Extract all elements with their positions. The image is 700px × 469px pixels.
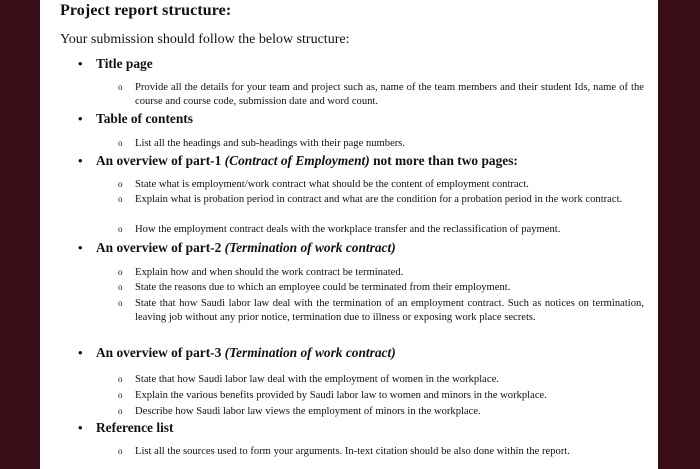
circle-bullet-icon: o [118,224,123,234]
list-item: o State that how Saudi labor law deal with the employment of women in the workplace. [118,374,499,385]
bullet-icon: • [78,153,83,168]
list-item: o Explain the various benefits provided by Saudi labor law to women and minors in the workplace. [118,390,547,401]
section-title-page: • Title page [78,56,153,71]
bullet-icon: • [78,111,83,126]
section-part-2: • An overview of part-2 (Termination of work contract) [78,240,396,255]
bullet-icon: • [78,56,83,71]
circle-bullet-icon: o [118,298,123,308]
circle-bullet-icon: o [118,282,123,292]
list-item: o Provide all the details for your team and project such as, name of the team members and their student Ids, name of the course and course code, submission date and word count. [118,82,644,107]
section-reference-list: • Reference list [78,420,174,435]
bullet-icon: • [78,420,83,435]
list-item: o Describe how Saudi labor law views the employment of minors in the workplace. [118,406,481,417]
list-item: o State that how Saudi labor law deal with the termination of an employment contract. Such as notices on termination, leaving job without any prior notice, termination due to illness or exposing work place secrets. [118,298,644,323]
intro-text: Your submission should follow the below structure: [60,32,350,47]
list-item: o Explain what is probation period in contract and what are the condition for a probation period in the work contract. [118,194,623,205]
circle-bullet-icon: o [118,138,123,148]
section-part-1: • An overview of part-1 (Contract of Employment) not more than two pages: [78,153,518,168]
list-item: o State the reasons due to which an employee could be terminated from their employment. [118,282,511,293]
bullet-icon: • [78,240,83,255]
list-item: o How the employment contract deals with the workplace transfer and the reclassification of payment. [118,224,561,235]
document-heading: Project report structure: [60,2,232,19]
list-item: o Explain how and when should the work contract be terminated. [118,267,404,278]
circle-bullet-icon: o [118,82,123,92]
bullet-icon: • [78,345,83,360]
circle-bullet-icon: o [118,267,123,277]
section-table-of-contents: • Table of contents [78,111,193,126]
list-item: o List all the headings and sub-headings with their page numbers. [118,138,406,149]
document-page [40,0,658,469]
section-part-3: • An overview of part-3 (Termination of work contract) [78,345,396,360]
circle-bullet-icon: o [118,446,123,456]
circle-bullet-icon: o [118,406,123,416]
list-item: o List all the sources used to form your arguments. In-text citation should be also done within the report. [118,446,570,457]
list-item: o State what is employment/work contract what should be the content of employment contract. [118,179,529,190]
circle-bullet-icon: o [118,194,123,204]
circle-bullet-icon: o [118,390,123,400]
circle-bullet-icon: o [118,179,123,189]
circle-bullet-icon: o [118,374,123,384]
